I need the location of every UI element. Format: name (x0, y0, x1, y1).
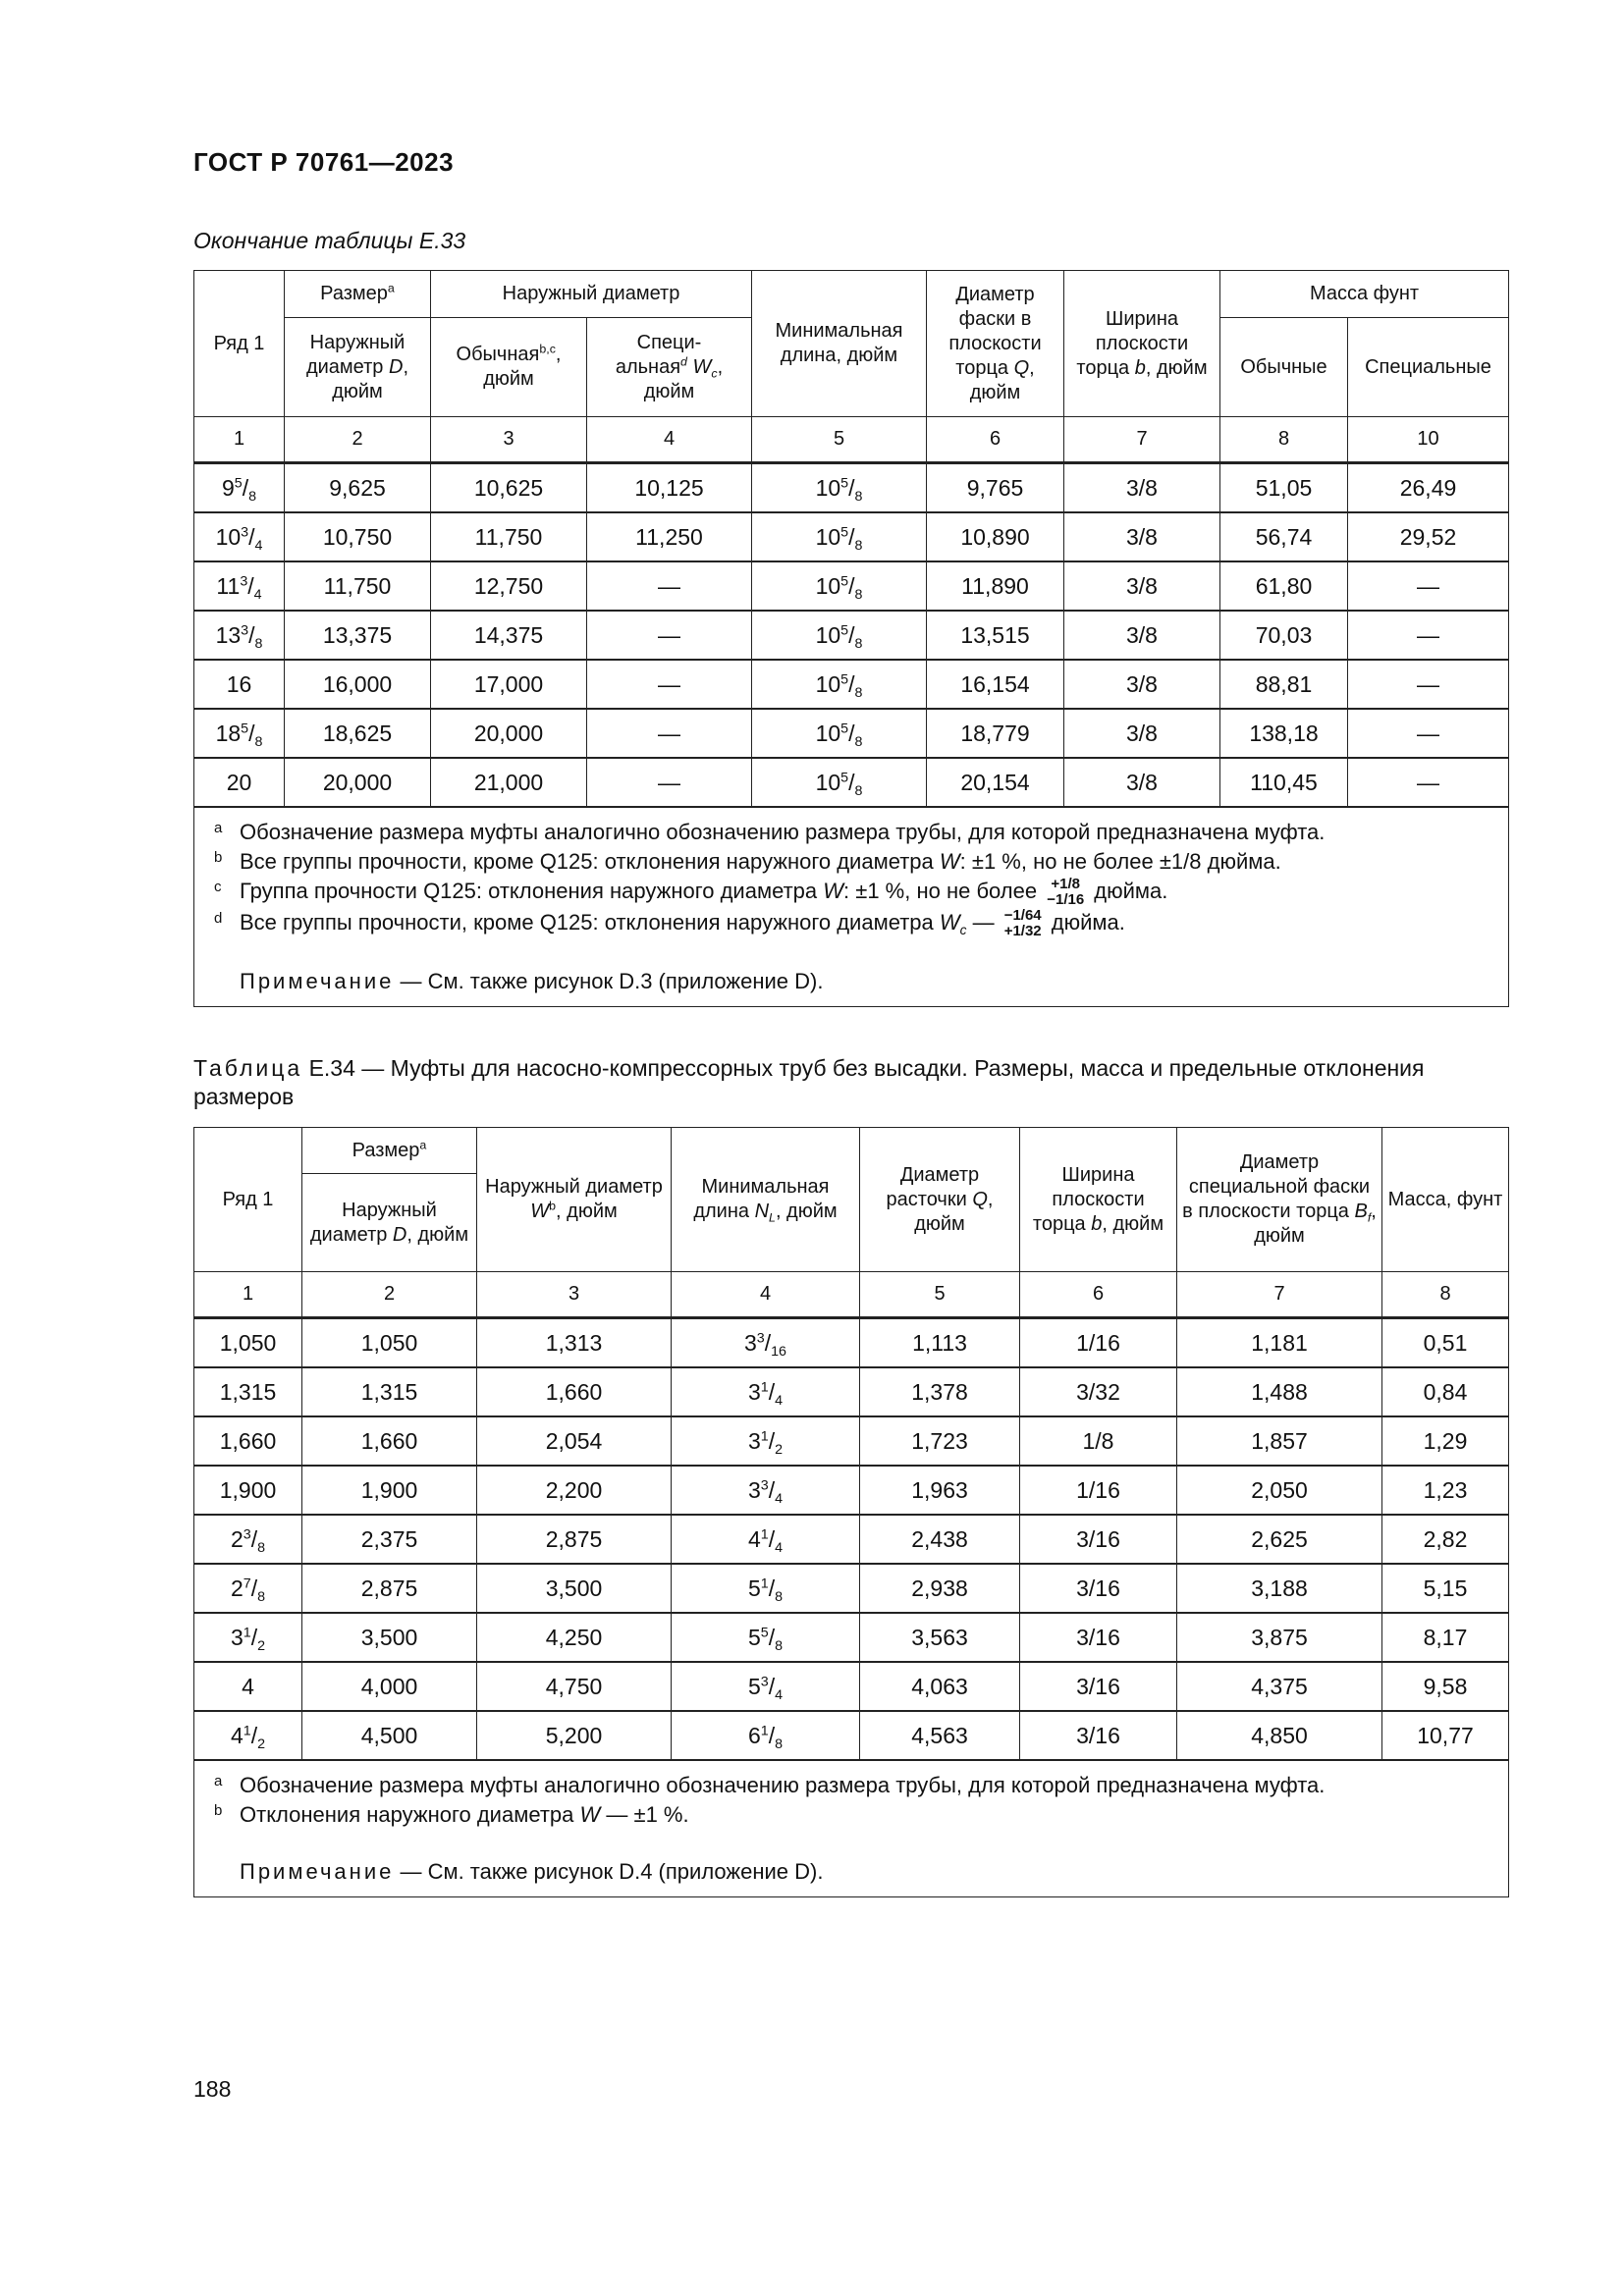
cell-row-size: $9^5/_8$ (194, 463, 285, 513)
cell-special-bevel: 3,875 (1177, 1613, 1382, 1662)
cell-special-bevel: 2,050 (1177, 1466, 1382, 1515)
note-d: d Все группы прочности, кроме Q125: отклонения наружного диаметра $W_c$ — −1/64 +1/32 дюйма. (214, 907, 1125, 940)
column-number: 3 (431, 417, 587, 463)
table1-notes (194, 807, 1509, 1007)
cell-min-length: $4^1/_4$ (672, 1515, 860, 1564)
cell-min-length: $6^1/_8$ (672, 1711, 860, 1760)
cell-bore-q: 1,113 (860, 1318, 1020, 1368)
column-number: 5 (752, 417, 927, 463)
cell-mass: 0,51 (1382, 1318, 1509, 1368)
cell-face-width: 3/8 (1064, 512, 1220, 561)
cell-mass-ordinary: 61,80 (1220, 561, 1348, 611)
header-face-width: Ширина плоскости торца b, дюйм (1020, 1128, 1177, 1272)
column-number: 1 (194, 1272, 302, 1318)
cell-outer-diameter-w: 4,750 (477, 1662, 672, 1711)
note-a: a Обозначение размера муфты аналогично обозначению размера трубы, для которой предназначена муфта. (214, 820, 1326, 844)
cell-outer-diameter-d: 4,000 (302, 1662, 477, 1711)
cell-outer-diameter-w: 2,200 (477, 1466, 672, 1515)
table-row (194, 463, 1509, 513)
cell-outer-diameter-w: 2,875 (477, 1515, 672, 1564)
cell-outer-diameter-d: 1,050 (302, 1318, 477, 1368)
table-row (194, 758, 1509, 807)
cell-ordinary-w: 10,625 (431, 463, 587, 513)
table-row (194, 1662, 1509, 1711)
header-outer-diameter-d: Наружный диаметр D, дюйм (285, 318, 431, 417)
header-face-width: Ширина плоскости торца b, дюйм (1064, 271, 1220, 417)
cell-mass-special: — (1348, 561, 1509, 611)
cell-mass: 9,58 (1382, 1662, 1509, 1711)
cell-ordinary-w: 21,000 (431, 758, 587, 807)
cell-special-wc: 11,250 (587, 512, 752, 561)
cell-row-size: 1,315 (194, 1367, 302, 1416)
cell-min-length: $10^5/_8$ (752, 463, 927, 513)
cell-min-length: $10^5/_8$ (752, 758, 927, 807)
cell-bevel-q: 9,765 (927, 463, 1064, 513)
cell-outer-diameter-w: 3,500 (477, 1564, 672, 1613)
table-row (194, 1466, 1509, 1515)
cell-special-bevel: 3,188 (1177, 1564, 1382, 1613)
header-min-length: Минимальная длина $N_L$, дюйм (672, 1128, 860, 1272)
cell-row-size: 4 (194, 1662, 302, 1711)
cell-face-width: 3/16 (1020, 1564, 1177, 1613)
header-ordinary: Обычная$^{b,c}$, дюйм (431, 318, 587, 417)
cell-mass: 10,77 (1382, 1711, 1509, 1760)
header-special-bevel: Диаметр специальной фаски в плоскости торца $B_f$, дюйм (1177, 1128, 1382, 1272)
note-primechanie: Примечание — См. также рисунок D.3 (приложение D). (240, 969, 824, 994)
cell-bevel-q: 18,779 (927, 709, 1064, 758)
cell-min-length: $3^1/_4$ (672, 1367, 860, 1416)
cell-min-length: $3^1/_2$ (672, 1416, 860, 1466)
header-row: Ряд 1 (194, 1128, 302, 1272)
document-id: ГОСТ Р 70761—2023 (193, 147, 455, 177)
header-outer-diameter-group: Наружный диаметр (431, 271, 752, 318)
cell-outer-diameter-w: 5,200 (477, 1711, 672, 1760)
cell-bore-q: 1,723 (860, 1416, 1020, 1466)
cell-mass-ordinary: 56,74 (1220, 512, 1348, 561)
column-number: 1 (194, 417, 285, 463)
cell-ordinary-w: 17,000 (431, 660, 587, 709)
cell-mass: 1,23 (1382, 1466, 1509, 1515)
cell-special-bevel: 1,857 (1177, 1416, 1382, 1466)
cell-min-length: $5^5/_8$ (672, 1613, 860, 1662)
header-mass-ordinary: Обычные (1220, 318, 1348, 417)
table-row (194, 1318, 1509, 1368)
cell-face-width: 3/16 (1020, 1711, 1177, 1760)
cell-outer-diameter-d: 9,625 (285, 463, 431, 513)
cell-mass-special: 26,49 (1348, 463, 1509, 513)
cell-outer-diameter-d: 3,500 (302, 1613, 477, 1662)
cell-outer-diameter-d: 10,750 (285, 512, 431, 561)
column-number: 4 (587, 417, 752, 463)
cell-min-length: $10^5/_8$ (752, 709, 927, 758)
column-number: 7 (1177, 1272, 1382, 1318)
table-e34 (193, 1127, 1509, 1897)
cell-row-size: $13^3/_8$ (194, 611, 285, 660)
cell-row-size: 1,660 (194, 1416, 302, 1466)
cell-bevel-q: 13,515 (927, 611, 1064, 660)
cell-ordinary-w: 11,750 (431, 512, 587, 561)
cell-bevel-q: 20,154 (927, 758, 1064, 807)
cell-special-bevel: 2,625 (1177, 1515, 1382, 1564)
column-number: 5 (860, 1272, 1020, 1318)
cell-mass: 2,82 (1382, 1515, 1509, 1564)
cell-row-size: $11^3/_4$ (194, 561, 285, 611)
cell-mass: 5,15 (1382, 1564, 1509, 1613)
cell-mass-ordinary: 51,05 (1220, 463, 1348, 513)
cell-special-wc: — (587, 660, 752, 709)
note-a: a Обозначение размера муфты аналогично обозначению размера трубы, для которой предназначена муфта. (214, 1773, 1326, 1797)
cell-bore-q: 1,963 (860, 1466, 1020, 1515)
column-number: 7 (1064, 417, 1220, 463)
table1-caption: Окончание таблицы Е.33 (193, 228, 466, 253)
table-row (194, 660, 1509, 709)
table-row (194, 1515, 1509, 1564)
cell-special-wc: — (587, 611, 752, 660)
column-number: 2 (302, 1272, 477, 1318)
cell-outer-diameter-w: 1,660 (477, 1367, 672, 1416)
table2-notes (194, 1760, 1509, 1897)
cell-row-size: 16 (194, 660, 285, 709)
cell-face-width: 3/32 (1020, 1367, 1177, 1416)
header-mass-group: Масса фунт (1220, 271, 1509, 318)
cell-face-width: 3/8 (1064, 758, 1220, 807)
cell-special-bevel: 4,375 (1177, 1662, 1382, 1711)
cell-outer-diameter-d: 13,375 (285, 611, 431, 660)
cell-mass-special: — (1348, 758, 1509, 807)
cell-outer-diameter-w: 2,054 (477, 1416, 672, 1466)
cell-face-width: 3/8 (1064, 660, 1220, 709)
header-bevel-diameter: Диаметр фаски в плоскости торца Q, дюйм (927, 271, 1064, 417)
note-b: b Отклонения наружного диаметра W — ±1 %. (214, 1802, 689, 1827)
cell-special-wc: — (587, 709, 752, 758)
table-row (194, 561, 1509, 611)
cell-row-size: $2^7/_8$ (194, 1564, 302, 1613)
table-e33 (193, 270, 1509, 1007)
cell-row-size: 1,900 (194, 1466, 302, 1515)
header-bore-diameter: Диаметр расточки Q, дюйм (860, 1128, 1020, 1272)
cell-outer-diameter-d: 1,315 (302, 1367, 477, 1416)
cell-bevel-q: 10,890 (927, 512, 1064, 561)
cell-min-length: $3^3/_4$ (672, 1466, 860, 1515)
cell-special-bevel: 1,488 (1177, 1367, 1382, 1416)
cell-face-width: 3/16 (1020, 1662, 1177, 1711)
cell-bore-q: 1,378 (860, 1367, 1020, 1416)
cell-bore-q: 2,938 (860, 1564, 1020, 1613)
cell-face-width: 1/16 (1020, 1466, 1177, 1515)
column-numbers-row (194, 417, 1509, 463)
header-outer-diameter-w: Наружный диаметр $W^b$, дюйм (477, 1128, 672, 1272)
cell-outer-diameter-d: 2,375 (302, 1515, 477, 1564)
column-number: 4 (672, 1272, 860, 1318)
cell-outer-diameter-d: 11,750 (285, 561, 431, 611)
column-number: 6 (1020, 1272, 1177, 1318)
cell-outer-diameter-d: 1,900 (302, 1466, 477, 1515)
column-number: 6 (927, 417, 1064, 463)
table-row (194, 1613, 1509, 1662)
cell-bevel-q: 11,890 (927, 561, 1064, 611)
header-size-group: Размер$^a$ (302, 1128, 477, 1174)
table2-caption: Таблица Е.34 — Муфты для насосно-компрессорных труб без высадки. Размеры, масса и предельные отклонения размеров (193, 1055, 1425, 1109)
table-row (194, 709, 1509, 758)
cell-face-width: 3/16 (1020, 1515, 1177, 1564)
cell-outer-diameter-d: 18,625 (285, 709, 431, 758)
cell-outer-diameter-w: 4,250 (477, 1613, 672, 1662)
cell-bore-q: 2,438 (860, 1515, 1020, 1564)
table-row (194, 1367, 1509, 1416)
cell-outer-diameter-d: 16,000 (285, 660, 431, 709)
column-numbers-row (194, 1272, 1509, 1318)
cell-min-length: $5^3/_4$ (672, 1662, 860, 1711)
note-c: c Группа прочности Q125: отклонения наружного диаметра W: ±1 %, но не более +1/8 −1/16 дюйма. (214, 876, 1168, 909)
cell-row-size: $3^1/_2$ (194, 1613, 302, 1662)
header-mass: Масса, фунт (1382, 1128, 1509, 1272)
header-row: Ряд 1 (194, 271, 285, 417)
cell-face-width: 1/16 (1020, 1318, 1177, 1368)
table-row (194, 1711, 1509, 1760)
cell-face-width: 3/8 (1064, 561, 1220, 611)
cell-special-wc: — (587, 561, 752, 611)
cell-outer-diameter-d: 4,500 (302, 1711, 477, 1760)
column-number: 8 (1220, 417, 1348, 463)
cell-ordinary-w: 14,375 (431, 611, 587, 660)
cell-mass: 1,29 (1382, 1416, 1509, 1466)
cell-special-bevel: 1,181 (1177, 1318, 1382, 1368)
cell-bore-q: 4,063 (860, 1662, 1020, 1711)
cell-mass: 8,17 (1382, 1613, 1509, 1662)
cell-min-length: $10^5/_8$ (752, 512, 927, 561)
cell-row-size: $18^5/_8$ (194, 709, 285, 758)
tolerance-c: +1/8 −1/16 (1047, 876, 1085, 909)
cell-min-length: $3^3/_{16}$ (672, 1318, 860, 1368)
cell-special-bevel: 4,850 (1177, 1711, 1382, 1760)
cell-bevel-q: 16,154 (927, 660, 1064, 709)
cell-face-width: 3/8 (1064, 611, 1220, 660)
cell-mass-special: 29,52 (1348, 512, 1509, 561)
cell-mass-special: — (1348, 660, 1509, 709)
cell-mass-ordinary: 70,03 (1220, 611, 1348, 660)
table-row (194, 611, 1509, 660)
cell-min-length: $10^5/_8$ (752, 611, 927, 660)
header-mass-special: Специальные (1348, 318, 1509, 417)
cell-mass-ordinary: 110,45 (1220, 758, 1348, 807)
column-number: 10 (1348, 417, 1509, 463)
table-row (194, 1564, 1509, 1613)
column-number: 8 (1382, 1272, 1509, 1318)
cell-ordinary-w: 20,000 (431, 709, 587, 758)
table-row (194, 512, 1509, 561)
column-number: 3 (477, 1272, 672, 1318)
cell-min-length: $10^5/_8$ (752, 660, 927, 709)
cell-face-width: 3/8 (1064, 463, 1220, 513)
cell-row-size: 1,050 (194, 1318, 302, 1368)
note-primechanie: Примечание — См. также рисунок D.4 (приложение D). (240, 1859, 824, 1884)
cell-face-width: 3/8 (1064, 709, 1220, 758)
cell-row-size: $2^3/_8$ (194, 1515, 302, 1564)
cell-ordinary-w: 12,750 (431, 561, 587, 611)
cell-face-width: 3/16 (1020, 1613, 1177, 1662)
tolerance-d: −1/64 +1/32 (1003, 907, 1042, 940)
cell-outer-diameter-d: 1,660 (302, 1416, 477, 1466)
cell-mass-ordinary: 88,81 (1220, 660, 1348, 709)
cell-row-size: $4^1/_2$ (194, 1711, 302, 1760)
cell-mass-special: — (1348, 709, 1509, 758)
cell-mass-special: — (1348, 611, 1509, 660)
cell-face-width: 1/8 (1020, 1416, 1177, 1466)
table-row (194, 1416, 1509, 1466)
cell-bore-q: 4,563 (860, 1711, 1020, 1760)
cell-row-size: 20 (194, 758, 285, 807)
cell-bore-q: 3,563 (860, 1613, 1020, 1662)
cell-outer-diameter-w: 1,313 (477, 1318, 672, 1368)
header-outer-diameter-d: Наружный диаметр D, дюйм (302, 1174, 477, 1272)
cell-min-length: $10^5/_8$ (752, 561, 927, 611)
header-size-group: Размер$^a$ (285, 271, 431, 318)
cell-special-wc: 10,125 (587, 463, 752, 513)
header-special: Специ- альная$^d$ $W_c$, дюйм (587, 318, 752, 417)
page-number: 188 (193, 2076, 232, 2102)
cell-min-length: $5^1/_8$ (672, 1564, 860, 1613)
header-min-length: Минимальная длина, дюйм (752, 271, 927, 417)
cell-mass: 0,84 (1382, 1367, 1509, 1416)
cell-outer-diameter-d: 20,000 (285, 758, 431, 807)
cell-mass-ordinary: 138,18 (1220, 709, 1348, 758)
column-number: 2 (285, 417, 431, 463)
cell-row-size: $10^3/_4$ (194, 512, 285, 561)
cell-special-wc: — (587, 758, 752, 807)
cell-outer-diameter-d: 2,875 (302, 1564, 477, 1613)
note-b: b Все группы прочности, кроме Q125: отклонения наружного диаметра W: ±1 %, но не более ±1/8 дюйма. (214, 849, 1281, 874)
